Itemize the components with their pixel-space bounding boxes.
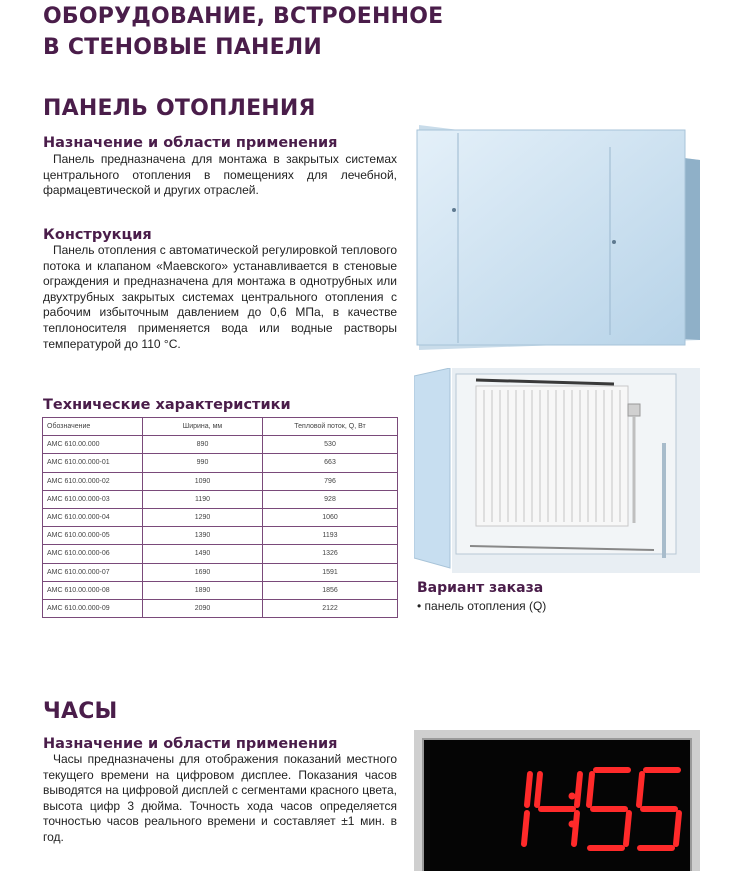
cell-heat-flow: 1326 [263, 545, 398, 563]
cell-designation: АМС 610.00.000-09 [43, 599, 143, 617]
table-row [43, 508, 398, 526]
cell-width: 1890 [143, 581, 263, 599]
section-title-clock: ЧАСЫ [43, 699, 118, 724]
clock-colon-dot [569, 793, 576, 800]
cell-width: 1090 [143, 472, 263, 490]
heating-panel-closed-image [414, 125, 700, 350]
cell-heat-flow: 1060 [263, 508, 398, 526]
cell-width: 990 [143, 454, 263, 472]
cell-designation: АМС 610.00.000-08 [43, 581, 143, 599]
page-title-line1: ОБОРУДОВАНИЕ, ВСТРОЕННОЕ [43, 4, 444, 29]
cell-heat-flow: 796 [263, 472, 398, 490]
cell-heat-flow: 1591 [263, 563, 398, 581]
section-title-heating-panel: ПАНЕЛЬ ОТОПЛЕНИЯ [43, 96, 316, 121]
cell-heat-flow: 1856 [263, 581, 398, 599]
table-row [43, 545, 398, 563]
clock-purpose-text: Часы предназначены для отображения показаний местного текущего времени на цифровом дисплее. Показания часов выводятся на цифровой дисплей с сегментами красного цвета, высота цифр 3 дюйма. Точность хода часов определяется точностью часов реального времени и составляет ±1 мин. в год. [43, 752, 397, 844]
clock-digit [524, 774, 530, 844]
panel-specs-heading: Технические характеристики [43, 397, 291, 413]
clock-digit [639, 770, 679, 848]
clock-display [422, 738, 692, 871]
clock-purpose-heading: Назначение и области применения [43, 736, 338, 752]
table-row [43, 527, 398, 545]
cell-designation: АМС 610.00.000-07 [43, 563, 143, 581]
panel-purpose-heading: Назначение и области применения [43, 135, 338, 151]
cell-width: 1190 [143, 490, 263, 508]
cell-heat-flow: 2122 [263, 599, 398, 617]
table-header-width: Ширина, мм [143, 418, 263, 436]
cell-width: 2090 [143, 599, 263, 617]
cell-heat-flow: 928 [263, 490, 398, 508]
clock-digit [537, 774, 580, 844]
cell-designation: АМС 610.00.000-01 [43, 454, 143, 472]
cell-width: 1390 [143, 527, 263, 545]
cell-heat-flow: 663 [263, 454, 398, 472]
page-title-line2: В СТЕНОВЫЕ ПАНЕЛИ [43, 35, 322, 60]
cell-width: 1490 [143, 545, 263, 563]
order-variant-heading: Вариант заказа [417, 580, 544, 596]
table-row [43, 472, 398, 490]
table-header-designation: Обозначение [43, 418, 143, 436]
table-row [43, 563, 398, 581]
cell-width: 1290 [143, 508, 263, 526]
cell-width: 890 [143, 436, 263, 454]
table-header-heat-flow: Тепловой поток, Q, Вт [263, 418, 398, 436]
heating-panel-open-image [414, 368, 700, 573]
clock-digits [424, 740, 694, 871]
cell-designation: АМС 610.00.000-06 [43, 545, 143, 563]
cell-heat-flow: 1193 [263, 527, 398, 545]
specs-table [42, 417, 398, 618]
cell-designation: АМС 610.00.000-04 [43, 508, 143, 526]
table-row [43, 490, 398, 508]
cell-designation: АМС 610.00.000-02 [43, 472, 143, 490]
cell-designation: АМС 610.00.000-03 [43, 490, 143, 508]
table-row [43, 436, 398, 454]
digital-clock-image [414, 730, 700, 871]
clock-colon-dot [569, 821, 576, 828]
panel-construction-text: Панель отопления с автоматической регулировкой теплового потока и клапаном «Маевского» устанавливается в стеновые ограждения и предназначена для монтажа в однотрубных или двухтрубных закрытых системах центрального отопления с рабочим избыточным давлением до 0,6 МПа, в качестве теплоносителя применяется вода или водные растворы температурой до 110 °С. [43, 243, 397, 351]
cell-designation: АМС 610.00.000-05 [43, 527, 143, 545]
panel-purpose-text: Панель предназначена для монтажа в закрытых системах центрального отопления в помещениях для лечебной, фармацевтической и других отраслей. [43, 152, 397, 198]
panel-construction-heading: Конструкция [43, 227, 152, 243]
table-row [43, 581, 398, 599]
table-header-row [43, 418, 398, 436]
cell-width: 1690 [143, 563, 263, 581]
cell-heat-flow: 530 [263, 436, 398, 454]
table-row [43, 599, 398, 617]
cell-designation: АМС 610.00.000 [43, 436, 143, 454]
table-row [43, 454, 398, 472]
clock-digit [589, 770, 629, 848]
order-variant-item: • панель отопления (Q) [417, 599, 547, 613]
